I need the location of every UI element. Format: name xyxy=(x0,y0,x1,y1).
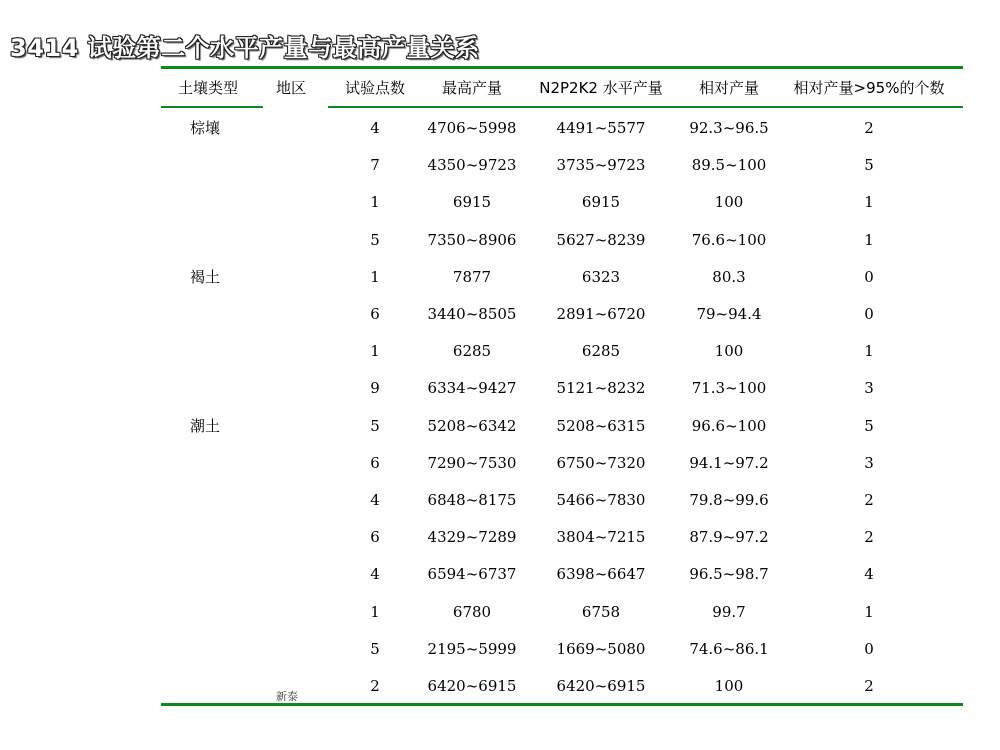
cell-count-over-95: 0 xyxy=(864,639,874,658)
region-label-partial: 新泰 xyxy=(276,690,298,703)
cell-count-over-95: 2 xyxy=(864,677,874,695)
cell-relative-yield: 89.5~100 xyxy=(691,156,767,175)
cell-level2-yield: 5466~7830 xyxy=(556,491,646,509)
cell-count-over-95: 1 xyxy=(864,230,874,249)
cell-relative-yield: 96.6~100 xyxy=(691,416,767,435)
cell-test-points: 5 xyxy=(370,230,380,249)
cell-relative-yield: 100 xyxy=(714,677,744,695)
header-soil-type: 土壤类型 xyxy=(177,79,239,97)
cell-relative-yield: 79.8~99.6 xyxy=(689,491,769,509)
cell-max-yield: 5208~6342 xyxy=(427,416,517,435)
cell-test-points: 1 xyxy=(370,267,380,286)
slide-title: 3414 试验第二个水平产量与最高产量关系 xyxy=(10,34,480,62)
cell-level2-yield: 2891~6720 xyxy=(556,305,646,323)
header-count-over-95: 相对产量>95%的个数 xyxy=(793,79,945,97)
cell-level2-yield: 5627~8239 xyxy=(556,230,646,249)
header-underline-soil xyxy=(161,106,263,108)
cell-count-over-95: 1 xyxy=(864,602,874,621)
cell-count-over-95: 1 xyxy=(864,193,874,212)
cell-count-over-95: 2 xyxy=(864,491,874,509)
table-top-rule xyxy=(161,66,963,69)
cell-count-over-95: 2 xyxy=(864,119,874,137)
cell-count-over-95: 2 xyxy=(864,528,874,547)
cell-test-points: 5 xyxy=(370,639,380,658)
cell-relative-yield: 79~94.4 xyxy=(696,305,762,323)
header-region: 地区 xyxy=(275,79,307,97)
cell-max-yield: 4329~7289 xyxy=(427,528,517,547)
cell-level2-yield: 6420~6915 xyxy=(556,677,646,695)
cell-max-yield: 6780 xyxy=(452,602,492,621)
cell-max-yield: 4350~9723 xyxy=(427,156,517,175)
cell-relative-yield: 100 xyxy=(714,342,744,361)
cell-max-yield: 6334~9427 xyxy=(427,379,517,398)
cell-count-over-95: 5 xyxy=(864,156,874,175)
cell-level2-yield: 4491~5577 xyxy=(556,119,646,137)
cell-max-yield: 6285 xyxy=(452,342,492,361)
cell-max-yield: 3440~8505 xyxy=(427,305,517,323)
cell-count-over-95: 4 xyxy=(864,565,874,584)
cell-test-points: 1 xyxy=(370,602,380,621)
cell-max-yield: 7290~7530 xyxy=(427,453,517,472)
cell-level2-yield: 5121~8232 xyxy=(556,379,646,398)
cell-level2-yield: 6758 xyxy=(581,602,621,621)
cell-count-over-95: 3 xyxy=(864,379,874,398)
soil-label-fluvo: 潮土 xyxy=(190,417,221,435)
cell-relative-yield: 80.3 xyxy=(712,267,746,286)
cell-max-yield: 4706~5998 xyxy=(427,119,517,137)
header-level2-yield: N2P2K2 水平产量 xyxy=(539,79,663,97)
cell-test-points: 2 xyxy=(370,677,380,695)
cell-relative-yield: 94.1~97.2 xyxy=(689,453,769,472)
cell-test-points: 9 xyxy=(370,379,380,398)
cell-max-yield: 7877 xyxy=(452,267,492,286)
cell-relative-yield: 99.7 xyxy=(712,602,746,621)
table-bottom-rule xyxy=(161,703,963,706)
header-max-yield: 最高产量 xyxy=(441,79,503,97)
cell-test-points: 1 xyxy=(370,193,380,212)
cell-level2-yield: 6915 xyxy=(581,193,621,212)
cell-test-points: 4 xyxy=(370,119,380,137)
cell-relative-yield: 100 xyxy=(714,193,744,212)
cell-level2-yield: 6285 xyxy=(581,342,621,361)
cell-test-points: 4 xyxy=(370,491,380,509)
cell-level2-yield: 6323 xyxy=(581,267,621,286)
cell-relative-yield: 92.3~96.5 xyxy=(689,119,769,137)
soil-label-cinnamon: 褐土 xyxy=(190,268,221,286)
cell-count-over-95: 0 xyxy=(864,267,874,286)
cell-test-points: 5 xyxy=(370,416,380,435)
soil-label-brown: 棕壤 xyxy=(190,119,221,137)
cell-test-points: 6 xyxy=(370,528,380,547)
cell-max-yield: 7350~8906 xyxy=(427,230,517,249)
cell-level2-yield: 3735~9723 xyxy=(556,156,646,175)
cell-relative-yield: 74.6~86.1 xyxy=(689,639,769,658)
cell-level2-yield: 3804~7215 xyxy=(556,528,646,547)
cell-max-yield: 2195~5999 xyxy=(427,639,517,658)
cell-relative-yield: 71.3~100 xyxy=(691,379,767,398)
cell-test-points: 6 xyxy=(370,453,380,472)
cell-test-points: 7 xyxy=(370,156,380,175)
cell-max-yield: 6594~6737 xyxy=(427,565,517,584)
cell-level2-yield: 6398~6647 xyxy=(556,565,646,584)
cell-relative-yield: 96.5~98.7 xyxy=(689,565,769,584)
header-test-points: 试验点数 xyxy=(344,79,406,97)
cell-level2-yield: 1669~5080 xyxy=(556,639,646,658)
cell-level2-yield: 5208~6315 xyxy=(556,416,646,435)
cell-max-yield: 6915 xyxy=(452,193,492,212)
cell-level2-yield: 6750~7320 xyxy=(556,453,646,472)
cell-test-points: 6 xyxy=(370,305,380,323)
cell-max-yield: 6848~8175 xyxy=(427,491,517,509)
cell-test-points: 4 xyxy=(370,565,380,584)
cell-count-over-95: 0 xyxy=(864,305,874,323)
cell-count-over-95: 3 xyxy=(864,453,874,472)
header-relative-yield: 相对产量 xyxy=(698,79,760,97)
cell-relative-yield: 76.6~100 xyxy=(691,230,767,249)
cell-max-yield: 6420~6915 xyxy=(427,677,517,695)
header-underline-data xyxy=(328,106,963,108)
cell-test-points: 1 xyxy=(370,342,380,361)
cell-count-over-95: 5 xyxy=(864,416,874,435)
cell-count-over-95: 1 xyxy=(864,342,874,361)
cell-relative-yield: 87.9~97.2 xyxy=(689,528,769,547)
